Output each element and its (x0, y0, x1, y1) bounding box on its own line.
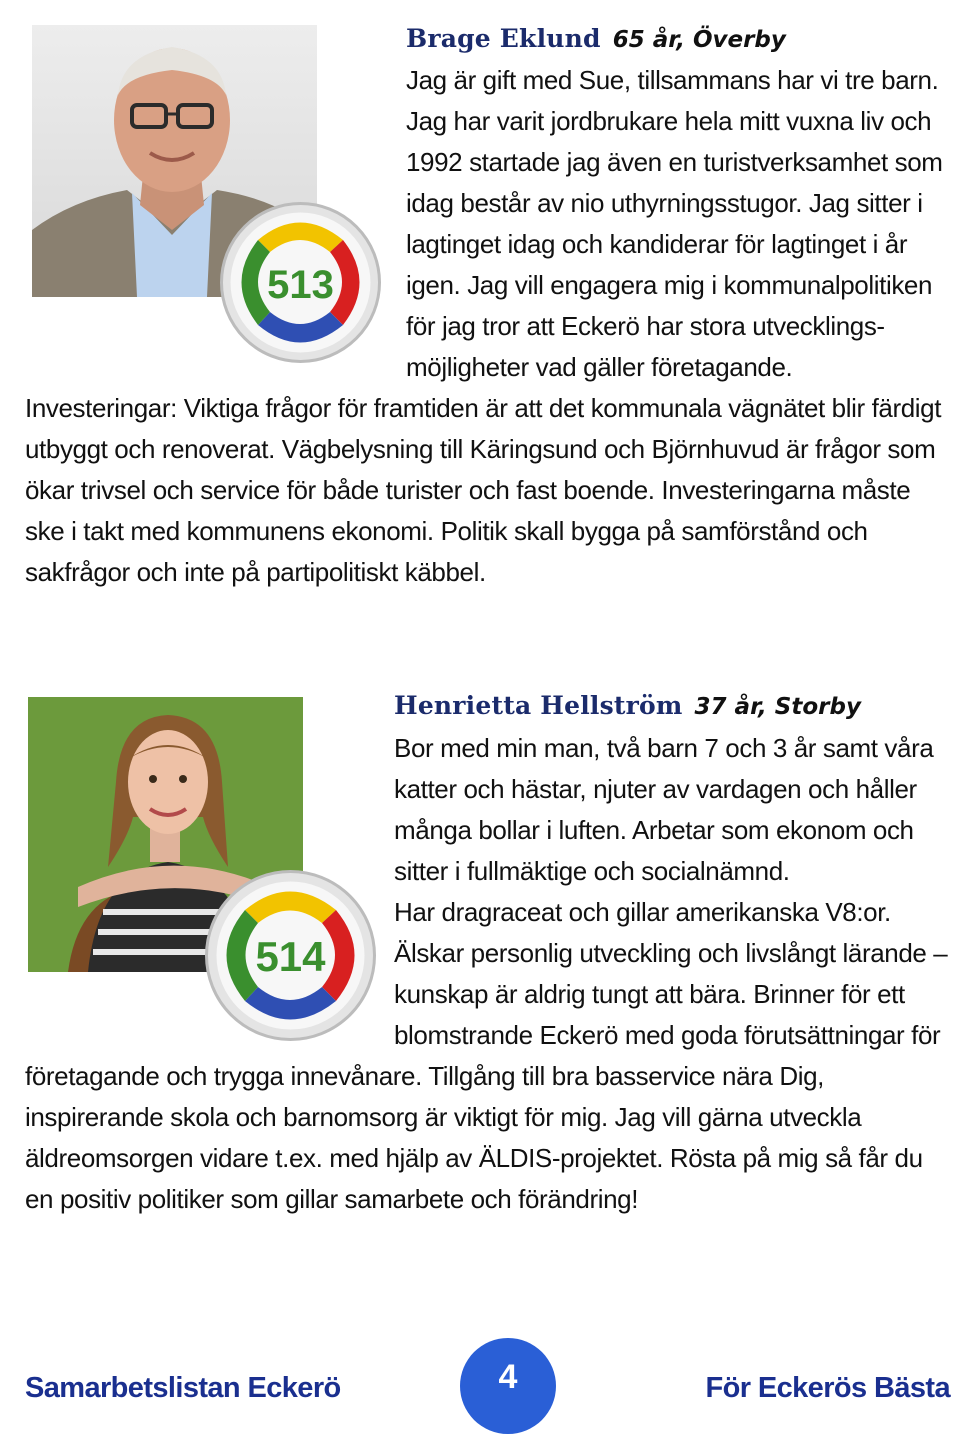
badge-number: 513 (267, 263, 334, 307)
candidate-age-location: 37 år, Storby (694, 694, 861, 720)
bio-line: kunskap är aldrig tungt att bära. Brinner för ett (394, 979, 905, 1009)
bio-line: blomstrande Eckerö med goda förutsättningar för (394, 1020, 941, 1050)
bio-line: Bor med min man, två barn 7 och 3 år samt våra (394, 733, 934, 763)
bio-line: Investeringar: Viktiga frågor för framtiden är att det kommunala vägnätet blir färdigt (25, 393, 942, 423)
bio-line: utbyggt och renoverat. Vägbelysning till Käringsund och Björnhuvud är frågor som (25, 434, 936, 464)
bio-line: Har dragraceat och gillar amerikanska V8:or. (394, 897, 891, 927)
bio-line: 1992 startade jag även en turistverksamhet som (406, 147, 943, 177)
bio-line: en positiv politiker som gillar samarbete och förändring! (25, 1184, 639, 1214)
bio-line: sitter i fullmäktige och socialnämnd. (394, 856, 790, 886)
bio-line: idag består av nio uthyrningsstugor. Jag sitter i (406, 188, 923, 218)
bio-line: Jag har varit jordbrukare hela mitt vuxna liv och (406, 106, 932, 136)
bio-line: inspirerande skola och barnomsorg är viktigt för mig. Jag vill gärna utveckla (25, 1102, 862, 1132)
bio-line: igen. Jag vill engagera mig i kommunalpolitiken (406, 270, 933, 300)
bio-line: katter och hästar, njuter av vardagen och håller (394, 774, 917, 804)
footer-slogan: För Eckerös Bästa (705, 1372, 950, 1404)
bio-line: företagande och trygga innevånare. Tillgång till bra basservice nära Dig, (25, 1061, 824, 1091)
candidate-name: Brage Eklund (406, 24, 601, 53)
footer-party-name: Samarbetslistan Eckerö (25, 1372, 341, 1404)
bio-line: för jag tror att Eckerö har stora utvecklings- (406, 311, 885, 341)
bio-line: sakfrågor och inte på partipolitiskt käbbel. (25, 557, 486, 587)
candidate-age-location: 65 år, Överby (612, 27, 786, 53)
badge-number: 514 (255, 933, 326, 980)
bio-line: möjligheter vad gäller företagande. (406, 352, 793, 382)
bio-line: äldreomsorgen vidare t.ex. med hjälp av ÄLDIS-projektet. Rösta på mig så får du (25, 1143, 923, 1173)
bio-line: många bollar i luften. Arbetar som ekonom och (394, 815, 914, 845)
bio-line: lagtinget idag och kandiderar för lagtinget i år (406, 229, 908, 259)
bio-line: ske i takt med kommunens ekonomi. Politik skall bygga på samförstånd och (25, 516, 868, 546)
candidate-name: Henrietta Hellström (394, 691, 683, 720)
page-number-badge (460, 1338, 556, 1434)
page-number: 4 (498, 1358, 518, 1396)
bio-line: Jag är gift med Sue, tillsammans har vi tre barn. (406, 65, 939, 95)
bio-line: ökar trivsel och service för både turister och fast boende. Investeringarna måste (25, 475, 911, 505)
bio-line: Älskar personlig utveckling och livslångt lärande – (394, 938, 948, 968)
